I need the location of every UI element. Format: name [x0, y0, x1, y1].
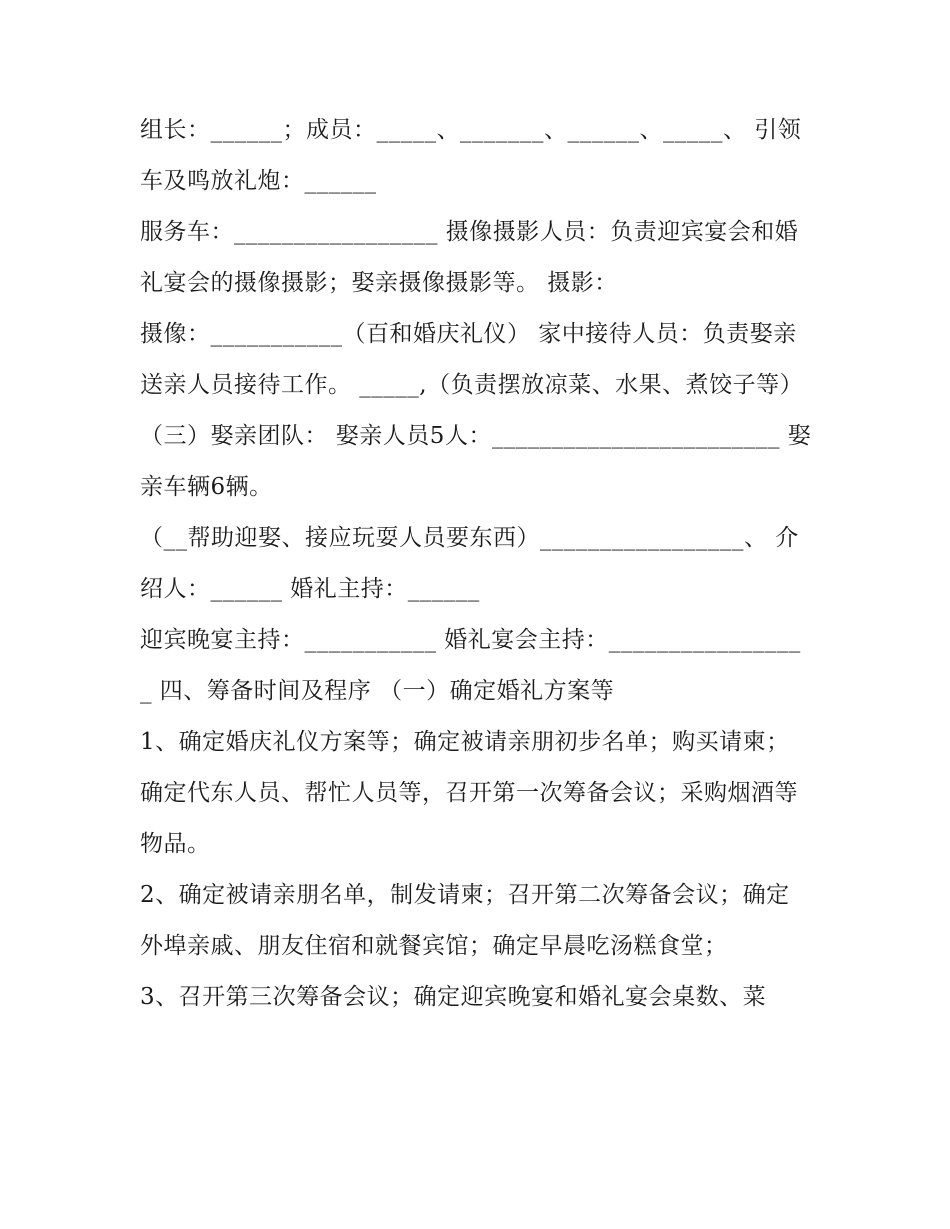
- paragraph-step-3: 3、召开第三次筹备会议；确定迎宾晚宴和婚礼宴会桌数、菜: [140, 984, 767, 1010]
- paragraph-helpers-host: （__帮助迎娶、接应玩耍人员要东西）_________________、 介绍人：______ 婚礼主持：______: [140, 525, 799, 602]
- paragraph-wedding-team: （三）娶亲团队： 娶亲人员5人：________________________ 娶亲车辆6辆。: [140, 423, 812, 500]
- paragraph-video-reception: 摄像：___________（百和婚庆礼仪） 家中接待人员：负责娶亲送亲人员接待工作。 _____,（负责摆放凉菜、水果、煮饺子等）: [140, 321, 804, 398]
- paragraph-banquet-host-schedule: 迎宾晚宴主持：___________ 婚礼宴会主持：_________________ 四、筹备时间及程序 （一）确定婚礼方案等: [140, 627, 801, 704]
- paragraph-service-car-photography: 服务车：_________________ 摄像摄影人员：负责迎宾宴会和婚礼宴会的摄像摄影；娶亲摄像摄影等。 摄影：: [140, 219, 799, 296]
- paragraph-step-1: 1、确定婚庆礼仪方案等；确定被请亲朋初步名单；购买请柬；确定代东人员、帮忙人员等，召开第一次筹备会议；采购烟酒等物品。: [140, 729, 798, 857]
- document-body: [140, 105, 812, 1023]
- paragraph-team-members: 组长：______；成员：_____、_______、______、_____、 引领车及鸣放礼炮：______: [140, 117, 802, 194]
- paragraph-step-2: 2、确定被请亲朋名单，制发请柬；召开第二次筹备会议；确定外埠亲戚、朋友住宿和就餐宾馆；确定早晨吃汤糕食堂；: [140, 882, 790, 959]
